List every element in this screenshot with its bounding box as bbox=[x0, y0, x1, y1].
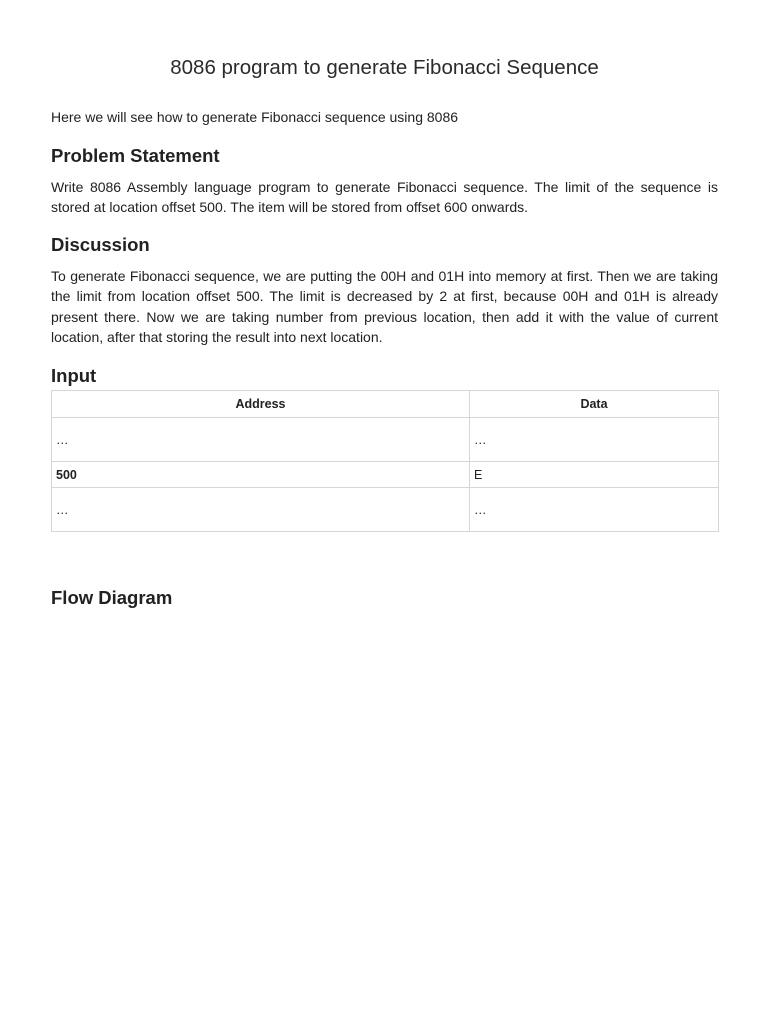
address-cell: … bbox=[52, 488, 470, 532]
table-row bbox=[52, 488, 719, 532]
input-table bbox=[51, 390, 719, 532]
intro-text: Here we will see how to generate Fibonacci sequence using 8086 bbox=[51, 109, 459, 125]
table-row bbox=[52, 418, 719, 462]
table-header-row bbox=[52, 391, 719, 418]
problem-statement-heading: Problem Statement bbox=[51, 145, 220, 166]
address-cell: 500 bbox=[52, 462, 470, 488]
data-cell: E bbox=[470, 462, 719, 488]
input-heading: Input bbox=[51, 365, 97, 386]
problem-statement-text: Write 8086 Assembly language program to generate Fibonacci sequence. The limit of the sequence is stored at location offset 500. The item will be stored from offset 600 onwards. bbox=[51, 179, 718, 216]
discussion-heading: Discussion bbox=[51, 234, 150, 255]
flow-diagram-heading: Flow Diagram bbox=[51, 587, 173, 608]
document-title: 8086 program to generate Fibonacci Sequence bbox=[170, 56, 599, 79]
discussion-text: To generate Fibonacci sequence, we are putting the 00H and 01H into memory at first. Then we are taking the limit from location offset 500. The limit is decreased by 2 at first, because 00H and 01H is already present there. Now we are taking number from previous location, then add it with the value of current location, after that storing the result into next location. bbox=[51, 268, 718, 346]
table-row bbox=[52, 462, 719, 488]
data-cell: … bbox=[470, 488, 719, 532]
data-column-header: Data bbox=[470, 391, 719, 418]
address-cell: … bbox=[52, 418, 470, 462]
address-column-header: Address bbox=[52, 391, 470, 418]
data-cell: … bbox=[470, 418, 719, 462]
